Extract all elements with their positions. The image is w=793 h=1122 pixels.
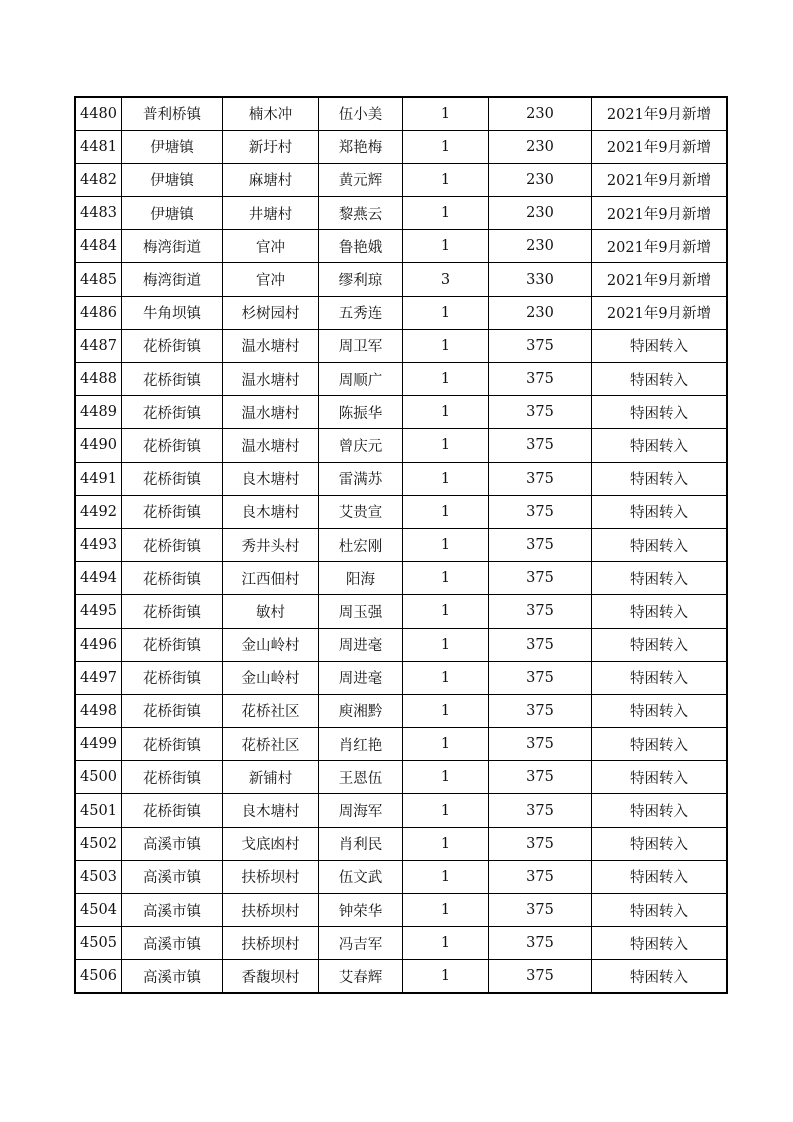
cell-note: 2021年9月新增 [592, 163, 728, 196]
table-row [75, 628, 727, 661]
cell-amount: 230 [489, 130, 592, 163]
cell-village: 官冲 [223, 230, 319, 263]
cell-amount: 330 [489, 263, 592, 296]
cell-town: 普利桥镇 [122, 97, 223, 130]
cell-amount: 230 [489, 230, 592, 263]
cell-amount: 375 [489, 794, 592, 827]
cell-note: 特困转入 [592, 894, 728, 927]
cell-id: 4497 [75, 661, 122, 694]
cell-name: 周进毫 [319, 661, 403, 694]
cell-note: 2021年9月新增 [592, 263, 728, 296]
cell-id: 4503 [75, 860, 122, 893]
cell-town: 花桥街镇 [122, 429, 223, 462]
cell-name: 伍文武 [319, 860, 403, 893]
cell-id: 4481 [75, 130, 122, 163]
cell-id: 4506 [75, 960, 122, 993]
cell-count: 1 [403, 562, 489, 595]
table-row [75, 396, 727, 429]
cell-note: 特困转入 [592, 595, 728, 628]
cell-town: 花桥街镇 [122, 595, 223, 628]
table-row [75, 595, 727, 628]
cell-note: 特困转入 [592, 661, 728, 694]
cell-name: 周玉强 [319, 595, 403, 628]
cell-town: 花桥街镇 [122, 562, 223, 595]
cell-town: 花桥街镇 [122, 495, 223, 528]
cell-id: 4501 [75, 794, 122, 827]
cell-town: 高溪市镇 [122, 927, 223, 960]
cell-amount: 375 [489, 728, 592, 761]
cell-village: 新铺村 [223, 761, 319, 794]
cell-amount: 375 [489, 429, 592, 462]
table-row [75, 462, 727, 495]
cell-town: 花桥街镇 [122, 462, 223, 495]
cell-count: 1 [403, 894, 489, 927]
cell-village: 敏村 [223, 595, 319, 628]
cell-id: 4486 [75, 296, 122, 329]
table-row [75, 329, 727, 362]
cell-town: 高溪市镇 [122, 860, 223, 893]
cell-village: 良木塘村 [223, 462, 319, 495]
cell-name: 伍小美 [319, 97, 403, 130]
cell-village: 扶桥坝村 [223, 860, 319, 893]
cell-name: 杜宏刚 [319, 528, 403, 561]
cell-note: 特困转入 [592, 462, 728, 495]
cell-village: 温水塘村 [223, 329, 319, 362]
cell-village: 麻塘村 [223, 163, 319, 196]
table-row [75, 694, 727, 727]
cell-town: 花桥街镇 [122, 794, 223, 827]
cell-note: 2021年9月新增 [592, 130, 728, 163]
cell-name: 艾春辉 [319, 960, 403, 993]
cell-id: 4488 [75, 363, 122, 396]
table-row [75, 296, 727, 329]
cell-amount: 375 [489, 694, 592, 727]
cell-amount: 375 [489, 628, 592, 661]
cell-town: 花桥街镇 [122, 363, 223, 396]
cell-amount: 375 [489, 927, 592, 960]
cell-id: 4489 [75, 396, 122, 429]
cell-village: 温水塘村 [223, 429, 319, 462]
table-row [75, 894, 727, 927]
cell-name: 周进毫 [319, 628, 403, 661]
cell-town: 伊塘镇 [122, 197, 223, 230]
cell-amount: 375 [489, 462, 592, 495]
records-tbody [75, 97, 727, 993]
cell-village: 金山岭村 [223, 628, 319, 661]
cell-count: 1 [403, 495, 489, 528]
table-row [75, 495, 727, 528]
cell-name: 阳海 [319, 562, 403, 595]
cell-amount: 375 [489, 363, 592, 396]
table-row [75, 761, 727, 794]
cell-name: 艾贵宣 [319, 495, 403, 528]
cell-town: 花桥街镇 [122, 396, 223, 429]
cell-note: 2021年9月新增 [592, 230, 728, 263]
cell-id: 4502 [75, 827, 122, 860]
cell-id: 4505 [75, 927, 122, 960]
cell-name: 庾湘黔 [319, 694, 403, 727]
cell-id: 4485 [75, 263, 122, 296]
cell-count: 1 [403, 396, 489, 429]
table-row [75, 960, 727, 993]
cell-note: 特困转入 [592, 860, 728, 893]
cell-note: 特困转入 [592, 694, 728, 727]
cell-count: 1 [403, 628, 489, 661]
cell-id: 4492 [75, 495, 122, 528]
cell-village: 江西佃村 [223, 562, 319, 595]
cell-village: 良木塘村 [223, 495, 319, 528]
cell-name: 曾庆元 [319, 429, 403, 462]
cell-note: 特困转入 [592, 728, 728, 761]
cell-name: 黎燕云 [319, 197, 403, 230]
cell-name: 周卫军 [319, 329, 403, 362]
table-row [75, 130, 727, 163]
cell-name: 钟荣华 [319, 894, 403, 927]
cell-town: 花桥街镇 [122, 628, 223, 661]
cell-count: 1 [403, 694, 489, 727]
cell-name: 陈振华 [319, 396, 403, 429]
table-row [75, 661, 727, 694]
cell-count: 1 [403, 363, 489, 396]
cell-village: 温水塘村 [223, 396, 319, 429]
table-row [75, 429, 727, 462]
table-row [75, 363, 727, 396]
cell-id: 4498 [75, 694, 122, 727]
cell-id: 4496 [75, 628, 122, 661]
cell-count: 1 [403, 927, 489, 960]
cell-note: 特困转入 [592, 628, 728, 661]
cell-town: 高溪市镇 [122, 894, 223, 927]
cell-village: 杉树园村 [223, 296, 319, 329]
cell-village: 官冲 [223, 263, 319, 296]
cell-note: 特困转入 [592, 927, 728, 960]
cell-id: 4483 [75, 197, 122, 230]
cell-town: 梅湾街道 [122, 230, 223, 263]
cell-amount: 375 [489, 960, 592, 993]
cell-id: 4494 [75, 562, 122, 595]
cell-note: 特困转入 [592, 429, 728, 462]
cell-count: 1 [403, 827, 489, 860]
table-row [75, 728, 727, 761]
cell-note: 特困转入 [592, 562, 728, 595]
cell-amount: 230 [489, 197, 592, 230]
cell-village: 温水塘村 [223, 363, 319, 396]
cell-count: 1 [403, 661, 489, 694]
cell-town: 花桥街镇 [122, 329, 223, 362]
cell-count: 1 [403, 794, 489, 827]
cell-note: 特困转入 [592, 960, 728, 993]
cell-village: 井塘村 [223, 197, 319, 230]
cell-amount: 230 [489, 163, 592, 196]
cell-note: 特困转入 [592, 363, 728, 396]
cell-town: 伊塘镇 [122, 130, 223, 163]
cell-id: 4490 [75, 429, 122, 462]
cell-name: 周顺广 [319, 363, 403, 396]
table-row [75, 827, 727, 860]
cell-name: 五秀连 [319, 296, 403, 329]
cell-id: 4484 [75, 230, 122, 263]
cell-amount: 375 [489, 595, 592, 628]
cell-town: 花桥街镇 [122, 761, 223, 794]
cell-name: 黄元辉 [319, 163, 403, 196]
cell-id: 4495 [75, 595, 122, 628]
records-table [74, 96, 728, 994]
cell-amount: 375 [489, 329, 592, 362]
cell-note: 2021年9月新增 [592, 296, 728, 329]
table-row [75, 562, 727, 595]
table-row [75, 163, 727, 196]
cell-count: 1 [403, 761, 489, 794]
cell-name: 王恩伍 [319, 761, 403, 794]
table-row [75, 794, 727, 827]
cell-count: 1 [403, 197, 489, 230]
cell-town: 花桥街镇 [122, 661, 223, 694]
cell-note: 2021年9月新增 [592, 97, 728, 130]
cell-count: 1 [403, 528, 489, 561]
cell-village: 香馥坝村 [223, 960, 319, 993]
cell-amount: 375 [489, 661, 592, 694]
cell-village: 戈底凼村 [223, 827, 319, 860]
cell-name: 鲁艳娥 [319, 230, 403, 263]
cell-note: 特困转入 [592, 761, 728, 794]
cell-id: 4504 [75, 894, 122, 927]
cell-amount: 375 [489, 495, 592, 528]
cell-amount: 230 [489, 296, 592, 329]
cell-town: 花桥街镇 [122, 528, 223, 561]
table-row [75, 97, 727, 130]
cell-count: 1 [403, 860, 489, 893]
cell-count: 1 [403, 163, 489, 196]
cell-count: 1 [403, 728, 489, 761]
table-row [75, 263, 727, 296]
table-row [75, 860, 727, 893]
cell-note: 特困转入 [592, 495, 728, 528]
cell-id: 4487 [75, 329, 122, 362]
cell-village: 花桥社区 [223, 694, 319, 727]
cell-count: 1 [403, 595, 489, 628]
cell-note: 特困转入 [592, 396, 728, 429]
cell-count: 1 [403, 296, 489, 329]
cell-id: 4482 [75, 163, 122, 196]
cell-note: 特困转入 [592, 827, 728, 860]
cell-id: 4480 [75, 97, 122, 130]
cell-town: 花桥街镇 [122, 728, 223, 761]
table-row [75, 230, 727, 263]
cell-amount: 375 [489, 761, 592, 794]
cell-town: 高溪市镇 [122, 960, 223, 993]
cell-town: 伊塘镇 [122, 163, 223, 196]
cell-town: 花桥街镇 [122, 694, 223, 727]
cell-count: 1 [403, 97, 489, 130]
cell-village: 楠木冲 [223, 97, 319, 130]
cell-amount: 375 [489, 860, 592, 893]
cell-village: 良木塘村 [223, 794, 319, 827]
cell-id: 4500 [75, 761, 122, 794]
cell-amount: 375 [489, 894, 592, 927]
cell-village: 金山岭村 [223, 661, 319, 694]
cell-name: 郑艳梅 [319, 130, 403, 163]
cell-count: 1 [403, 230, 489, 263]
cell-town: 高溪市镇 [122, 827, 223, 860]
cell-id: 4491 [75, 462, 122, 495]
cell-village: 扶桥坝村 [223, 927, 319, 960]
cell-village: 花桥社区 [223, 728, 319, 761]
cell-id: 4499 [75, 728, 122, 761]
cell-count: 3 [403, 263, 489, 296]
cell-name: 肖利民 [319, 827, 403, 860]
cell-name: 肖红艳 [319, 728, 403, 761]
cell-count: 1 [403, 130, 489, 163]
cell-amount: 375 [489, 396, 592, 429]
cell-amount: 375 [489, 528, 592, 561]
table-row [75, 927, 727, 960]
cell-note: 2021年9月新增 [592, 197, 728, 230]
cell-count: 1 [403, 429, 489, 462]
cell-count: 1 [403, 462, 489, 495]
cell-town: 梅湾街道 [122, 263, 223, 296]
cell-village: 新圩村 [223, 130, 319, 163]
cell-note: 特困转入 [592, 528, 728, 561]
cell-village: 秀井头村 [223, 528, 319, 561]
cell-name: 雷满苏 [319, 462, 403, 495]
cell-id: 4493 [75, 528, 122, 561]
cell-count: 1 [403, 960, 489, 993]
table-row [75, 528, 727, 561]
cell-village: 扶桥坝村 [223, 894, 319, 927]
cell-name: 冯吉军 [319, 927, 403, 960]
cell-name: 缪利琼 [319, 263, 403, 296]
cell-amount: 375 [489, 562, 592, 595]
table-row [75, 197, 727, 230]
cell-name: 周海军 [319, 794, 403, 827]
cell-town: 牛角坝镇 [122, 296, 223, 329]
cell-note: 特困转入 [592, 329, 728, 362]
cell-amount: 230 [489, 97, 592, 130]
cell-note: 特困转入 [592, 794, 728, 827]
cell-count: 1 [403, 329, 489, 362]
cell-amount: 375 [489, 827, 592, 860]
